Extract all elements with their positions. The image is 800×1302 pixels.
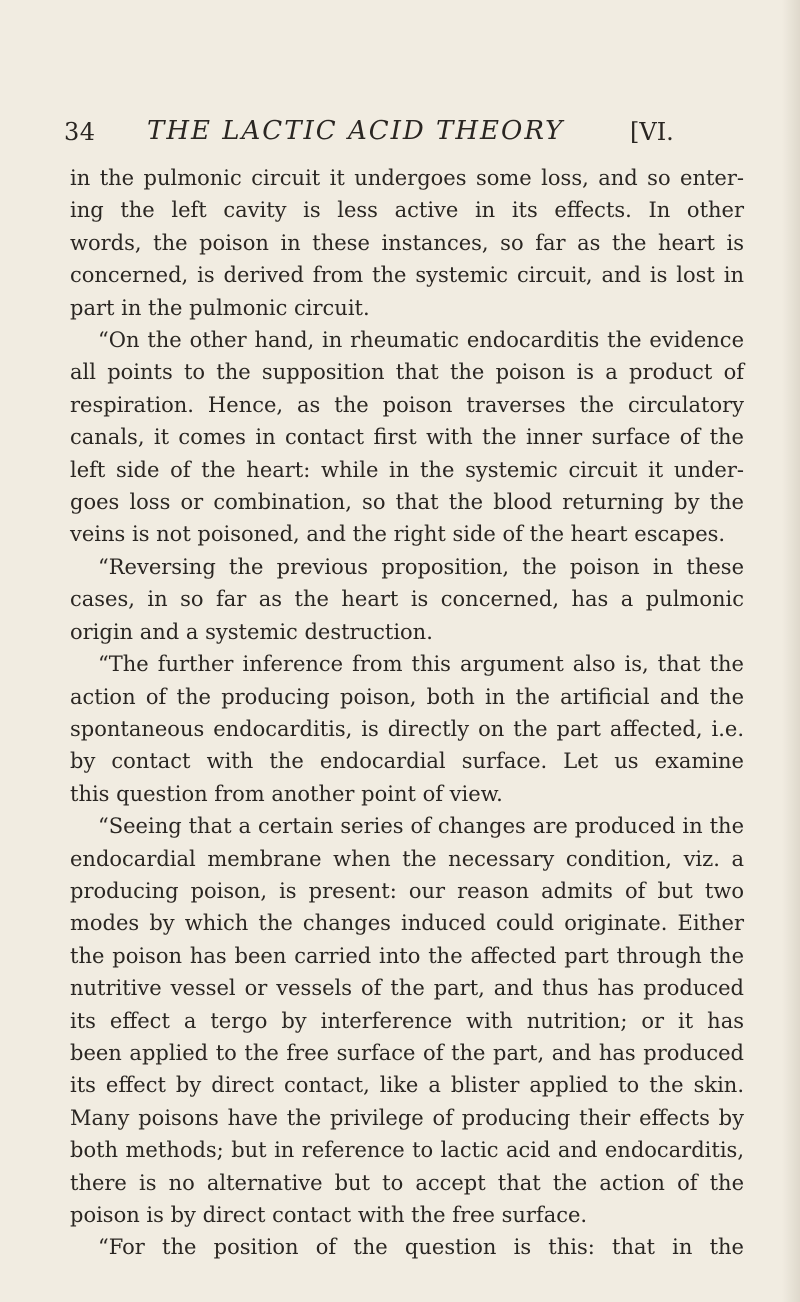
text-line: part in the pulmonic circuit.: [70, 295, 370, 320]
section-mark: [VI.: [630, 118, 674, 146]
paragraph: [70, 1231, 744, 1263]
text-line: poison is by direct contact with the free surface.: [70, 1203, 588, 1227]
text-line: been applied to the free surface of the part, and has produced: [70, 1040, 744, 1065]
text-line: “Reversing the previous proposition, the poison in these: [98, 554, 744, 579]
text-line: veins is not poisoned, and the right side of the heart escapes.: [70, 522, 726, 547]
text-line: its effect a tergo by interference with nutrition; or it has: [70, 1008, 744, 1033]
running-title: THE LACTIC ACID THEORY: [147, 116, 565, 146]
text-line: both methods; but in reference to lactic acid and endocarditis,: [70, 1138, 744, 1163]
text-line: action of the producing poison, both in the artificial and the: [70, 684, 744, 709]
paragraph: [70, 324, 744, 551]
text-line: this question from another point of view.: [70, 781, 503, 806]
text-line: respiration. Hence, as the poison traverses the circulatory: [70, 392, 744, 417]
text-line: “On the other hand, in rheumatic endocarditis the evidence: [98, 328, 744, 353]
text-line: by contact with the endocardial surface. Let us examine: [70, 749, 744, 774]
text-line: origin and a systemic destruction.: [70, 619, 433, 644]
page-header: [0, 116, 800, 156]
page-edge-shadow: [782, 0, 800, 1302]
text-line: concerned, is derived from the systemic circuit, and is lost in: [70, 263, 744, 288]
text-line: the poison has been carried into the affected part through the: [70, 943, 744, 968]
text-line: goes loss or combination, so that the blood returning by the: [70, 490, 744, 515]
text-line: words, the poison in these instances, so far as the heart is: [70, 230, 744, 255]
text-line: ing the left cavity is less active in its effects. In other: [70, 198, 744, 223]
text-line: endocardial membrane when the necessary condition, viz. a: [70, 846, 744, 871]
text-line: producing poison, is present: our reason admits of but two: [70, 878, 744, 903]
text-line: nutritive vessel or vessels of the part, and thus has produced: [70, 976, 744, 1001]
page-number: 34: [64, 118, 96, 146]
text-line: “Seeing that a certain series of changes are produced in the: [98, 814, 744, 839]
text-line: there is no alternative but to accept that the action of the: [70, 1170, 744, 1195]
text-line: in the pulmonic circuit it undergoes some loss, and so enter-: [70, 166, 744, 190]
text-line: spontaneous endocarditis, is directly on the part affected, i.e.: [70, 716, 744, 741]
text-line: cases, in so far as the heart is concerned, has a pulmonic: [70, 587, 744, 612]
text-line: canals, it comes in contact first with the inner surface of the: [70, 425, 744, 450]
text-line: all points to the supposition that the poison is a product of: [70, 360, 744, 385]
paragraph: [70, 551, 744, 648]
text-line: left side of the heart: while in the systemic circuit it under-: [70, 457, 744, 482]
text-line: modes by which the changes induced could originate. Either: [70, 911, 744, 936]
body-text: [70, 162, 744, 1264]
text-line: Many poisons have the privilege of producing their effects by: [70, 1105, 744, 1130]
paragraph: [70, 810, 744, 1231]
text-line: “The further inference from this argument also is, that the: [98, 652, 744, 677]
paragraph: [70, 648, 744, 810]
text-line: “For the position of the question is this: that in the: [98, 1235, 744, 1260]
paragraph: [70, 162, 744, 324]
text-line: its effect by direct contact, like a blister applied to the skin.: [70, 1073, 744, 1098]
